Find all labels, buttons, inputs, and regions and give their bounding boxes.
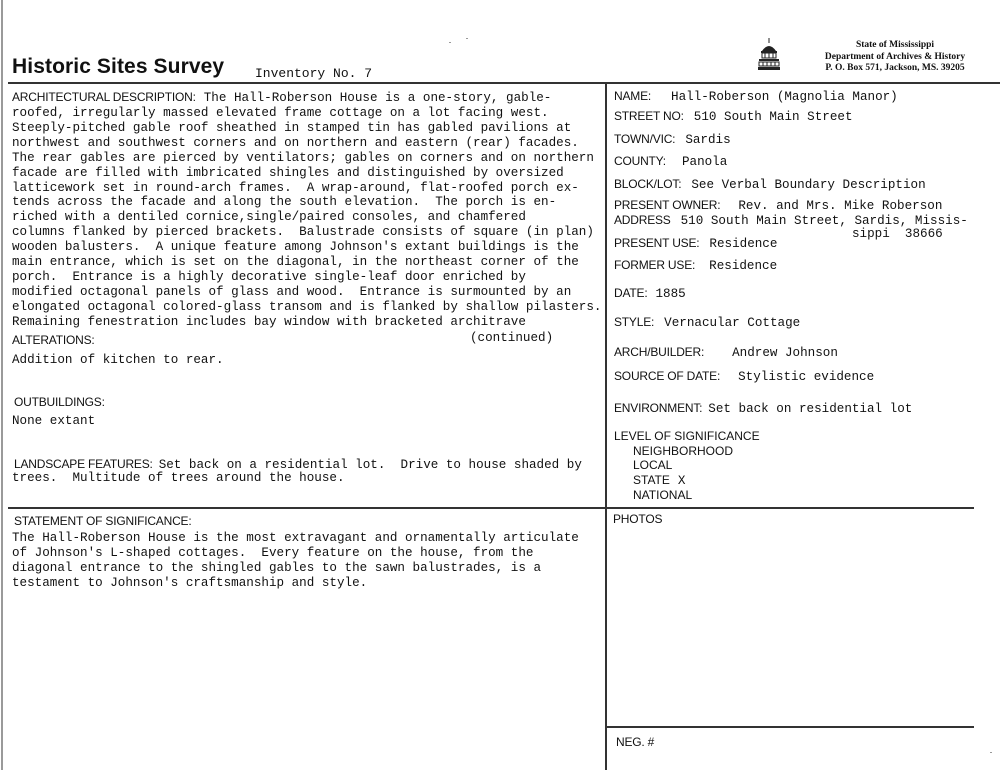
statement-of-significance-line: The Hall-Roberson House is the most extravagant and ornamentally articulate xyxy=(12,531,579,545)
block-lot-label: BLOCK/LOT: xyxy=(614,177,682,191)
header-divider xyxy=(8,82,1000,84)
date-value: 1885 xyxy=(655,287,686,301)
architectural-description-line: Steeply-pitched gable roof sheathed in stamped tin has gabled pavilions at xyxy=(12,120,572,135)
address-label: ADDRESS xyxy=(614,213,671,227)
alterations-label: ALTERATIONS: xyxy=(12,333,95,347)
significance-option-label: NATIONAL xyxy=(633,488,693,503)
page-left-border xyxy=(1,0,3,770)
statement-of-significance-text xyxy=(12,531,579,591)
address-value-line1: 510 South Main Street, Sardis, Missis- xyxy=(680,214,968,228)
architectural-description-first-line: The Hall-Roberson House is a one-story, gable- xyxy=(203,91,552,105)
town-vic-label: TOWN/VIC: xyxy=(614,132,676,146)
arch-builder-field xyxy=(614,343,838,361)
name-value: Hall-Roberson (Magnolia Manor) xyxy=(671,90,898,104)
outbuildings-label: OUTBUILDINGS: xyxy=(14,395,105,409)
town-vic-field xyxy=(614,130,731,148)
style-label: STYLE: xyxy=(614,315,655,329)
architectural-description-label: ARCHITECTURAL DESCRIPTION: xyxy=(12,90,196,104)
alterations-value: Addition of kitchen to rear. xyxy=(12,353,224,367)
block-lot-field xyxy=(614,175,926,193)
present-use-label: PRESENT USE: xyxy=(614,236,700,250)
architectural-description-line: porch. Entrance is a highly decorative single-leaf door enriched by xyxy=(12,269,526,284)
arch-builder-label: ARCH/BUILDER: xyxy=(614,345,705,359)
county-value: Panola xyxy=(681,155,728,169)
outbuildings-value: None extant xyxy=(12,414,96,428)
date-label: DATE: xyxy=(614,286,648,300)
architectural-description-line: main entrance, which is set on the diagonal, in the northeast corner of the xyxy=(12,255,579,270)
landscape-features-second-line: trees. Multitude of trees around the house. xyxy=(12,471,345,485)
significance-option-label: LOCAL xyxy=(633,458,673,472)
level-of-significance-label: LEVEL OF SIGNIFICANCE xyxy=(614,429,760,443)
source-of-date-value: Stylistic evidence xyxy=(738,370,875,384)
environment-label: ENVIRONMENT: xyxy=(614,401,703,415)
statement-of-significance-line: testament to Johnson's craftsmanship and style. xyxy=(12,575,368,590)
agency-state: State of Mississippi xyxy=(855,40,935,50)
scan-speck xyxy=(990,752,992,753)
block-lot-value: See Verbal Boundary Description xyxy=(691,178,926,192)
architectural-description-section xyxy=(12,88,601,330)
agency-address: P. O. Box 571, Jackson, MS. 39205 xyxy=(825,63,965,73)
significance-option-neighborhood xyxy=(633,444,760,459)
significance-option-national xyxy=(633,488,760,503)
street-no-field xyxy=(614,107,853,125)
continued-note: (continued) xyxy=(470,331,554,345)
significance-option-label: NEIGHBORHOOD xyxy=(633,443,734,458)
landscape-features-label: LANDSCAPE FEATURES: xyxy=(14,457,153,471)
statement-of-significance-line: diagonal entrance to the shingled gables to the sawn balustrades, is a xyxy=(12,560,542,575)
address-value-line2: sippi 38666 xyxy=(852,227,943,241)
architectural-description-line: roofed, irregularly massed elevated frame cottage on a lot facing west. xyxy=(12,106,549,120)
agency-block xyxy=(800,40,990,75)
county-label: COUNTY: xyxy=(614,154,666,168)
scan-speck xyxy=(466,38,468,39)
former-use-value: Residence xyxy=(709,259,778,273)
architectural-description-line: northwest and southwest corners and on northern and eastern (rear) facades. xyxy=(12,135,579,150)
form-title: Historic Sites Survey xyxy=(12,55,225,78)
architectural-description-line: tends across the facade and along the south elevation. The porch is en- xyxy=(12,195,557,210)
photos-divider xyxy=(606,726,974,728)
scan-speck xyxy=(449,42,451,43)
photos-label: PHOTOS xyxy=(613,512,663,526)
architectural-description-text xyxy=(12,106,601,330)
source-of-date-field xyxy=(614,367,874,385)
level-of-significance xyxy=(614,429,760,503)
style-field xyxy=(614,313,800,331)
significance-option-label: STATE xyxy=(633,472,670,487)
present-owner-label: PRESENT OWNER: xyxy=(614,198,721,212)
architectural-description-line: facade are filled with imbricated shingles and distinguished by oversized xyxy=(12,165,564,180)
statement-of-significance-label: STATEMENT OF SIGNIFICANCE: xyxy=(14,514,192,528)
architectural-description-line: modified octagonal panels of glass and wood. Entrance is surmounted by an xyxy=(12,284,572,299)
significance-option-local xyxy=(633,458,760,473)
environment-field xyxy=(614,399,912,417)
former-use-field xyxy=(614,256,777,274)
present-use-value: Residence xyxy=(709,237,778,251)
name-label: NAME: xyxy=(614,89,652,103)
style-value: Vernacular Cottage xyxy=(664,316,801,330)
capitol-building-icon xyxy=(755,37,783,73)
present-owner-value: Rev. and Mrs. Mike Roberson xyxy=(738,199,943,213)
significance-option-mark: X xyxy=(677,473,686,488)
town-vic-value: Sardis xyxy=(685,133,731,147)
architectural-description-line: elongated octagonal colored-glass transom and is flanked by shallow pilasters. xyxy=(12,299,602,314)
architectural-description-line: Remaining fenestration includes bay window with bracketed architrave xyxy=(12,314,526,329)
date-field xyxy=(614,284,686,302)
street-no-value: 510 South Main Street xyxy=(693,110,853,124)
street-no-label: STREET NO: xyxy=(614,109,684,123)
architectural-description-line: latticework set in round-arch frames. A wrap-around, flat-roofed porch ex- xyxy=(12,180,579,195)
architectural-description-line: columns flanked by pierced brackets. Balustrade consists of square (in plan) xyxy=(12,225,594,240)
photos-area xyxy=(612,530,972,720)
source-of-date-label: SOURCE OF DATE: xyxy=(614,369,721,383)
former-use-label: FORMER USE: xyxy=(614,258,696,272)
name-field xyxy=(614,87,898,105)
arch-builder-value: Andrew Johnson xyxy=(732,346,838,360)
significance-option-state xyxy=(633,473,760,489)
level-of-significance-options xyxy=(614,444,760,503)
column-divider xyxy=(605,82,607,770)
architectural-description-line: wooden balusters. A unique feature among Johnson's extant buildings is the xyxy=(12,240,579,255)
alterations-label-row xyxy=(12,331,95,349)
landscape-features-first-line: Set back on a residential lot. Drive to house shaded by xyxy=(158,458,582,472)
inventory-number: Inventory No. 7 xyxy=(255,66,373,81)
statement-of-significance-line: of Johnson's L-shaped cottages. Every feature on the house, from the xyxy=(12,545,534,560)
county-field xyxy=(614,152,727,170)
environment-value: Set back on residential lot xyxy=(708,402,913,416)
section-divider xyxy=(8,507,974,509)
present-use-field xyxy=(614,234,777,252)
architectural-description-line: riched with a dentiled cornice,single/paired consoles, and chamfered xyxy=(12,210,526,225)
neg-number-label: NEG. # xyxy=(616,735,655,749)
agency-department: Department of Archives & History xyxy=(824,51,966,62)
architectural-description-line: The rear gables are pierced by ventilators; gables on corners and on northern xyxy=(12,150,594,165)
